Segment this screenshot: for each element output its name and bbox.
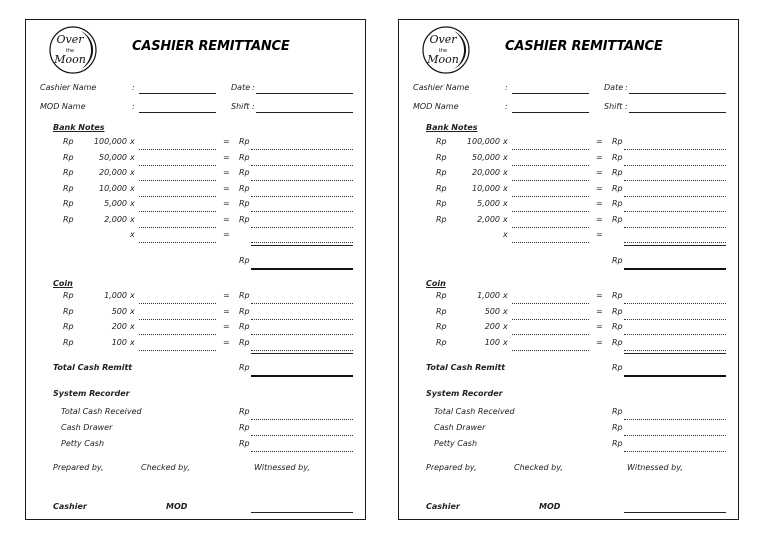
colon: :: [505, 83, 508, 92]
bank-notes-rule: [624, 245, 726, 246]
remittance-form-left: [25, 19, 366, 520]
cashier-name-field[interactable]: [512, 93, 589, 94]
bank-note-amount-field[interactable]: [251, 196, 353, 197]
equals-sign: =: [223, 230, 230, 239]
coin-denomination: 200: [484, 322, 500, 331]
cashier-name-label: Cashier Name: [40, 83, 97, 92]
currency: Rp: [436, 291, 447, 300]
bank-notes-heading: Bank Notes: [426, 123, 478, 132]
date-field[interactable]: [256, 93, 353, 94]
bank-note-amount-field[interactable]: [624, 196, 726, 197]
bank-notes-subtotal-field[interactable]: [251, 268, 353, 270]
form-title: CASHIER REMITTANCE: [505, 39, 663, 54]
coin-denomination: 1,000: [104, 291, 127, 300]
bank-note-amount-field[interactable]: [624, 211, 726, 212]
times-sign: x: [503, 152, 508, 162]
over-the-moon-logo: [48, 25, 98, 75]
currency: Rp: [436, 199, 447, 208]
cashier-name-label: Cashier Name: [413, 83, 470, 92]
shift-field[interactable]: [256, 112, 353, 113]
equals-sign: =: [596, 199, 603, 208]
equals-sign: =: [223, 152, 230, 162]
equals-sign: =: [596, 183, 603, 193]
currency: Rp: [612, 439, 623, 448]
coin-amount-field[interactable]: [251, 319, 353, 320]
equals-sign: =: [223, 199, 230, 208]
times-sign: x: [130, 214, 135, 224]
mod-signature-label: MOD: [539, 502, 561, 511]
times-sign: x: [503, 337, 508, 347]
times-sign: x: [503, 230, 508, 239]
times-sign: x: [130, 291, 135, 300]
currency: Rp: [436, 337, 447, 347]
bank-note-quantity-field[interactable]: [512, 196, 589, 197]
bank-note-quantity-field[interactable]: [139, 165, 216, 166]
equals-sign: =: [596, 291, 603, 300]
cashier-signature-label: Cashier: [53, 502, 87, 511]
bank-note-denomination: 10,000: [472, 183, 500, 193]
total-cash-remitt-field[interactable]: [624, 375, 726, 377]
currency: Rp: [612, 322, 623, 331]
colon: :: [252, 83, 255, 92]
times-sign: x: [503, 306, 508, 316]
petty-cash-field[interactable]: [624, 451, 726, 452]
bank-note-quantity-field[interactable]: [512, 211, 589, 212]
bank-note-denomination: 100,000: [466, 137, 500, 146]
currency: Rp: [436, 322, 447, 331]
checked-by-label: Checked by,: [141, 463, 190, 472]
bank-note-amount-field[interactable]: [251, 211, 353, 212]
times-sign: x: [503, 168, 508, 177]
total-cash-received-label: Total Cash Received: [61, 407, 142, 416]
coin-quantity-field[interactable]: [512, 303, 589, 304]
equals-sign: =: [223, 306, 230, 316]
bank-note-quantity-field[interactable]: [512, 242, 589, 243]
currency: Rp: [239, 214, 250, 224]
cashier-signature-label: Cashier: [426, 502, 460, 511]
total-cash-remitt-label: Total Cash Remitt: [426, 363, 506, 372]
date-label: Date: [604, 83, 624, 92]
coin-denomination: 100: [111, 337, 127, 347]
times-sign: x: [503, 199, 508, 208]
times-sign: x: [130, 152, 135, 162]
bank-note-denomination: 50,000: [99, 152, 127, 162]
bank-notes-subtotal-currency: Rp: [612, 256, 623, 265]
currency: Rp: [63, 214, 74, 224]
bank-notes-rule: [251, 245, 353, 246]
colon: :: [505, 102, 508, 111]
date-label: Date: [231, 83, 251, 92]
currency: Rp: [239, 168, 250, 177]
equals-sign: =: [223, 183, 230, 193]
cash-drawer-label: Cash Drawer: [434, 423, 486, 432]
bank-note-denomination: 20,000: [472, 168, 500, 177]
colon: :: [132, 102, 135, 111]
svg-text:the: the: [65, 48, 75, 54]
witness-signature-line[interactable]: [624, 512, 726, 513]
shift-label: Shift: [231, 102, 250, 111]
currency: Rp: [436, 306, 447, 316]
equals-sign: =: [596, 322, 603, 331]
currency: Rp: [239, 183, 250, 193]
times-sign: x: [503, 291, 508, 300]
coin-denomination: 500: [111, 306, 127, 316]
bank-note-denomination: 2,000: [477, 214, 500, 224]
bank-note-quantity-field[interactable]: [139, 227, 216, 228]
colon: :: [625, 83, 628, 92]
currency: Rp: [63, 322, 74, 331]
coin-denomination: 100: [484, 337, 500, 347]
coin-rule: [251, 353, 353, 354]
bank-note-quantity-field[interactable]: [139, 180, 216, 181]
cash-drawer-field[interactable]: [251, 435, 353, 436]
currency: Rp: [612, 199, 623, 208]
currency: Rp: [63, 168, 74, 177]
currency: Rp: [612, 183, 623, 193]
currency: Rp: [612, 423, 623, 432]
coin-amount-field[interactable]: [624, 350, 726, 351]
mod-name-label: MOD Name: [40, 102, 86, 111]
prepared-by-label: Prepared by,: [53, 463, 104, 472]
colon: :: [252, 102, 255, 111]
currency: Rp: [436, 168, 447, 177]
total-cash-received-label: Total Cash Received: [434, 407, 515, 416]
times-sign: x: [130, 306, 135, 316]
bank-note-quantity-field[interactable]: [512, 165, 589, 166]
times-sign: x: [130, 137, 135, 146]
coin-quantity-field[interactable]: [512, 334, 589, 335]
mod-name-field[interactable]: [139, 112, 216, 113]
bank-note-amount-field[interactable]: [624, 149, 726, 150]
times-sign: x: [130, 322, 135, 331]
svg-text:Over: Over: [429, 33, 457, 46]
colon: :: [625, 102, 628, 111]
coin-quantity-field[interactable]: [139, 303, 216, 304]
bank-note-amount-field[interactable]: [251, 227, 353, 228]
currency: Rp: [239, 306, 250, 316]
currency: Rp: [63, 137, 74, 146]
coin-denomination: 1,000: [477, 291, 500, 300]
coin-amount-field[interactable]: [251, 350, 353, 351]
cash-drawer-field[interactable]: [624, 435, 726, 436]
coin-denomination: 200: [111, 322, 127, 331]
petty-cash-label: Petty Cash: [61, 439, 105, 448]
total-currency: Rp: [612, 363, 623, 372]
coin-denomination: 500: [484, 306, 500, 316]
equals-sign: =: [596, 152, 603, 162]
coin-amount-field[interactable]: [624, 334, 726, 335]
colon: :: [132, 83, 135, 92]
times-sign: x: [130, 337, 135, 347]
bank-note-denomination: 5,000: [477, 199, 500, 208]
total-cash-received-field[interactable]: [624, 419, 726, 420]
bank-note-denomination: 20,000: [99, 168, 127, 177]
currency: Rp: [63, 183, 74, 193]
bank-note-amount-field[interactable]: [624, 242, 726, 243]
shift-label: Shift: [604, 102, 623, 111]
bank-note-quantity-field[interactable]: [139, 242, 216, 243]
times-sign: x: [503, 322, 508, 331]
checked-by-label: Checked by,: [514, 463, 563, 472]
equals-sign: =: [596, 168, 603, 177]
coin-heading: Coin: [53, 279, 73, 288]
coin-amount-field[interactable]: [624, 319, 726, 320]
witnessed-by-label: Witnessed by,: [254, 463, 310, 472]
currency: Rp: [63, 291, 74, 300]
equals-sign: =: [596, 337, 603, 347]
bank-note-amount-field[interactable]: [251, 149, 353, 150]
currency: Rp: [239, 423, 250, 432]
currency: Rp: [63, 337, 74, 347]
bank-notes-subtotal-currency: Rp: [239, 256, 250, 265]
petty-cash-label: Petty Cash: [434, 439, 478, 448]
times-sign: x: [130, 168, 135, 177]
coin-quantity-field[interactable]: [139, 319, 216, 320]
currency: Rp: [436, 137, 447, 146]
svg-text:Over: Over: [56, 33, 84, 46]
svg-text:Moon: Moon: [427, 53, 459, 66]
currency: Rp: [612, 407, 623, 416]
bank-note-denomination: 5,000: [104, 199, 127, 208]
bank-note-denomination: 2,000: [104, 214, 127, 224]
currency: Rp: [612, 152, 623, 162]
currency: Rp: [612, 306, 623, 316]
equals-sign: =: [596, 214, 603, 224]
times-sign: x: [503, 137, 508, 146]
currency: Rp: [436, 214, 447, 224]
times-sign: x: [130, 199, 135, 208]
coin-amount-field[interactable]: [251, 303, 353, 304]
currency: Rp: [436, 152, 447, 162]
currency: Rp: [612, 337, 623, 347]
equals-sign: =: [223, 337, 230, 347]
over-the-moon-logo: [421, 25, 471, 75]
equals-sign: =: [223, 137, 230, 146]
bank-note-amount-field[interactable]: [624, 180, 726, 181]
times-sign: x: [503, 214, 508, 224]
equals-sign: =: [596, 230, 603, 239]
bank-note-amount-field[interactable]: [624, 165, 726, 166]
currency: Rp: [612, 137, 623, 146]
equals-sign: =: [223, 168, 230, 177]
bank-notes-subtotal-field[interactable]: [624, 268, 726, 270]
currency: Rp: [436, 183, 447, 193]
total-currency: Rp: [239, 363, 250, 372]
bank-note-quantity-field[interactable]: [139, 211, 216, 212]
remittance-form-right: [398, 19, 739, 520]
total-cash-received-field[interactable]: [251, 419, 353, 420]
currency: Rp: [63, 306, 74, 316]
bank-note-quantity-field[interactable]: [139, 196, 216, 197]
coin-heading: Coin: [426, 279, 446, 288]
svg-text:the: the: [438, 48, 448, 54]
currency: Rp: [239, 337, 250, 347]
bank-note-denomination: 50,000: [472, 152, 500, 162]
mod-name-field[interactable]: [512, 112, 589, 113]
currency: Rp: [63, 199, 74, 208]
witnessed-by-label: Witnessed by,: [627, 463, 683, 472]
times-sign: x: [503, 183, 508, 193]
currency: Rp: [239, 439, 250, 448]
equals-sign: =: [223, 322, 230, 331]
currency: Rp: [239, 152, 250, 162]
currency: Rp: [612, 168, 623, 177]
currency: Rp: [239, 137, 250, 146]
svg-text:Moon: Moon: [54, 53, 86, 66]
date-field[interactable]: [629, 93, 726, 94]
shift-field[interactable]: [629, 112, 726, 113]
coin-quantity-field[interactable]: [139, 350, 216, 351]
petty-cash-field[interactable]: [251, 451, 353, 452]
bank-note-denomination: 100,000: [93, 137, 127, 146]
total-cash-remitt-label: Total Cash Remitt: [53, 363, 133, 372]
coin-rule: [624, 353, 726, 354]
coin-quantity-field[interactable]: [512, 350, 589, 351]
mod-signature-label: MOD: [166, 502, 188, 511]
currency: Rp: [63, 152, 74, 162]
total-cash-remitt-field[interactable]: [251, 375, 353, 377]
times-sign: x: [130, 230, 135, 239]
cashier-name-field[interactable]: [139, 93, 216, 94]
currency: Rp: [239, 291, 250, 300]
form-title: CASHIER REMITTANCE: [132, 39, 290, 54]
cash-drawer-label: Cash Drawer: [61, 423, 113, 432]
bank-note-amount-field[interactable]: [624, 227, 726, 228]
bank-note-quantity-field[interactable]: [512, 227, 589, 228]
bank-note-quantity-field[interactable]: [139, 149, 216, 150]
bank-note-amount-field[interactable]: [251, 242, 353, 243]
currency: Rp: [612, 291, 623, 300]
equals-sign: =: [223, 291, 230, 300]
bank-note-quantity-field[interactable]: [512, 180, 589, 181]
equals-sign: =: [596, 137, 603, 146]
currency: Rp: [239, 407, 250, 416]
coin-quantity-field[interactable]: [512, 319, 589, 320]
coin-amount-field[interactable]: [624, 303, 726, 304]
bank-note-amount-field[interactable]: [251, 180, 353, 181]
currency: Rp: [239, 322, 250, 331]
coin-quantity-field[interactable]: [139, 334, 216, 335]
system-recorder-heading: System Recorder: [426, 389, 503, 398]
bank-note-denomination: 10,000: [99, 183, 127, 193]
bank-note-amount-field[interactable]: [251, 165, 353, 166]
equals-sign: =: [223, 214, 230, 224]
currency: Rp: [612, 214, 623, 224]
bank-notes-heading: Bank Notes: [53, 123, 105, 132]
witness-signature-line[interactable]: [251, 512, 353, 513]
equals-sign: =: [596, 306, 603, 316]
mod-name-label: MOD Name: [413, 102, 459, 111]
coin-amount-field[interactable]: [251, 334, 353, 335]
bank-note-quantity-field[interactable]: [512, 149, 589, 150]
prepared-by-label: Prepared by,: [426, 463, 477, 472]
currency: Rp: [239, 199, 250, 208]
system-recorder-heading: System Recorder: [53, 389, 130, 398]
times-sign: x: [130, 183, 135, 193]
